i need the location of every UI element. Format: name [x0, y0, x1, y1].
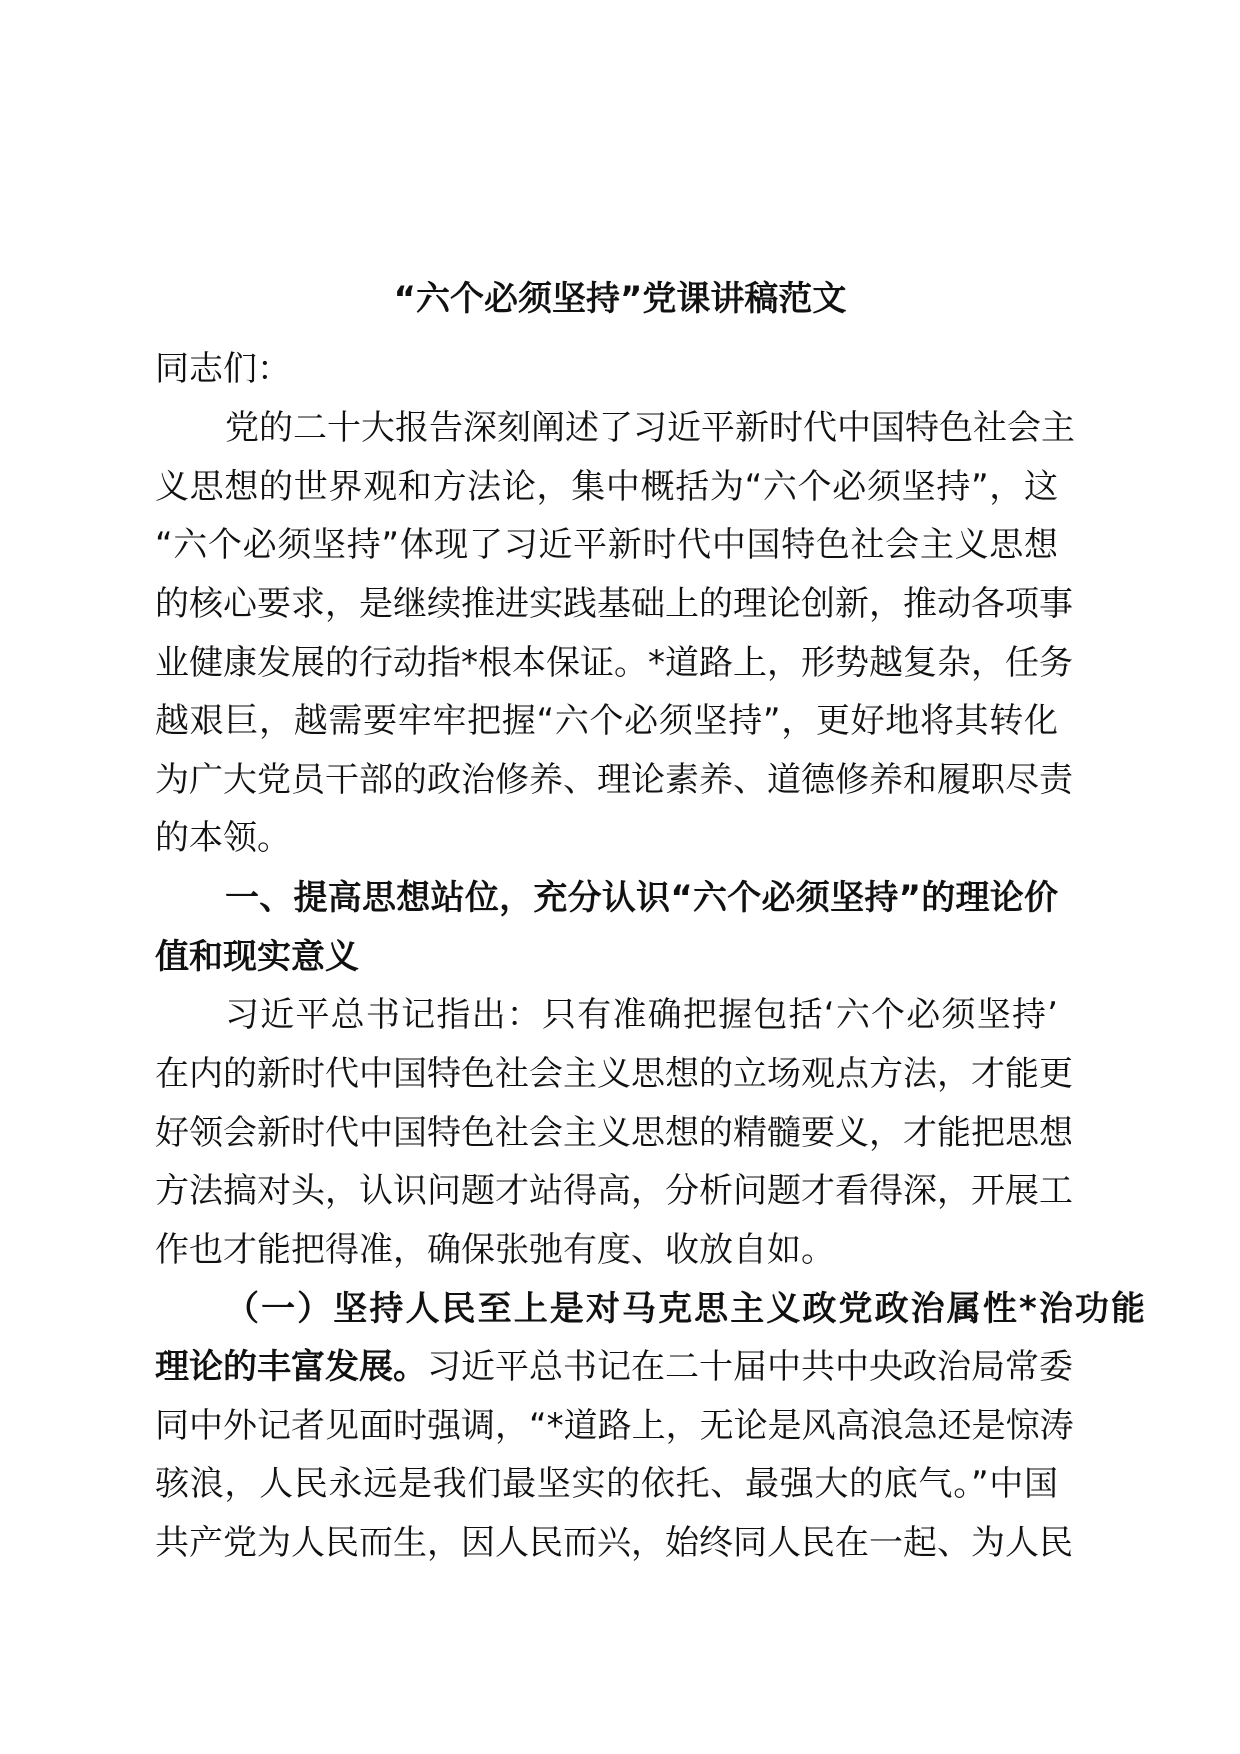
bold-text: 理论的丰富发展。 [155, 1347, 427, 1387]
paragraph-line [155, 1162, 1073, 1221]
paragraph-line [155, 1338, 1073, 1397]
text: 共产党为人民而生，因人民而兴，始终同人民在一起、为人民 [155, 1523, 1073, 1563]
paragraph-line [155, 751, 1073, 810]
paragraph-line [155, 1397, 1074, 1456]
paragraph-line [225, 399, 1075, 458]
text: 方法搞对头，认识问题才站得高，分析问题才看得深，开展工 [155, 1171, 1073, 1211]
paragraph-line [155, 692, 1058, 751]
text: 越艰巨，越需要牢牢把握“六个必须坚持”，更好地将其转化 [155, 701, 1058, 741]
text: 在内的新时代中国特色社会主义思想的立场观点方法，才能更 [155, 1054, 1073, 1094]
text: “六个必须坚持”体现了习近平新时代中国特色社会主义思想 [155, 525, 1058, 565]
paragraph-line [155, 1221, 1058, 1280]
bold-text: 值和现实意义 [155, 937, 359, 977]
paragraph-line [155, 340, 1058, 399]
text: 的本领。 [155, 818, 291, 858]
text: 好领会新时代中国特色社会主义思想的精髓要义，才能把思想 [155, 1113, 1073, 1153]
paragraph-line [155, 1455, 1058, 1514]
heading-line [155, 928, 1058, 987]
text: 作也才能把得准，确保张弛有度、收放自如。 [155, 1230, 835, 1270]
text: 的核心要求，是继续推进实践基础上的理论创新，推动各项事 [155, 584, 1073, 624]
paragraph-line [155, 458, 1058, 517]
text: 义思想的世界观和方法论，集中概括为“六个必须坚持”，这 [155, 467, 1058, 507]
paragraph-line [155, 1104, 1073, 1163]
paragraph-line [155, 516, 1058, 575]
text: 习近平总书记在二十届中共中央政治局常委 [427, 1347, 1073, 1387]
paragraph-line [155, 1045, 1073, 1104]
heading-line [225, 869, 1058, 928]
document-title: “六个必须坚持”党课讲稿范文 [393, 279, 847, 319]
text: 同中外记者见面时强调，“*道路上，无论是风高浪急还是惊涛 [155, 1406, 1074, 1446]
paragraph-line [155, 1514, 1073, 1573]
text: 同志们： [155, 349, 291, 389]
text: 业健康发展的行动指*根本保证。*道路上，形势越复杂，任务 [155, 643, 1073, 683]
bold-text: （一）坚持人民至上是对马克思主义政党政治属性*治功能 [225, 1289, 1145, 1329]
heading-line [225, 1280, 1145, 1339]
paragraph-line [155, 634, 1073, 693]
paragraph-line [155, 575, 1073, 634]
bold-text: 一、提高思想站位，充分认识“六个必须坚持”的理论价 [225, 878, 1058, 918]
text: 党的二十大报告深刻阐述了习近平新时代中国特色社会主 [225, 408, 1075, 448]
text: 为广大党员干部的政治修养、理论素养、道德修养和履职尽责 [155, 760, 1073, 800]
text: 骇浪，人民永远是我们最坚实的依托、最强大的底气。”中国 [155, 1464, 1058, 1504]
paragraph-line [155, 809, 1058, 868]
paragraph-line [225, 986, 1058, 1045]
text: 习近平总书记指出：只有准确把握包括‘六个必须坚持’ [225, 995, 1058, 1035]
